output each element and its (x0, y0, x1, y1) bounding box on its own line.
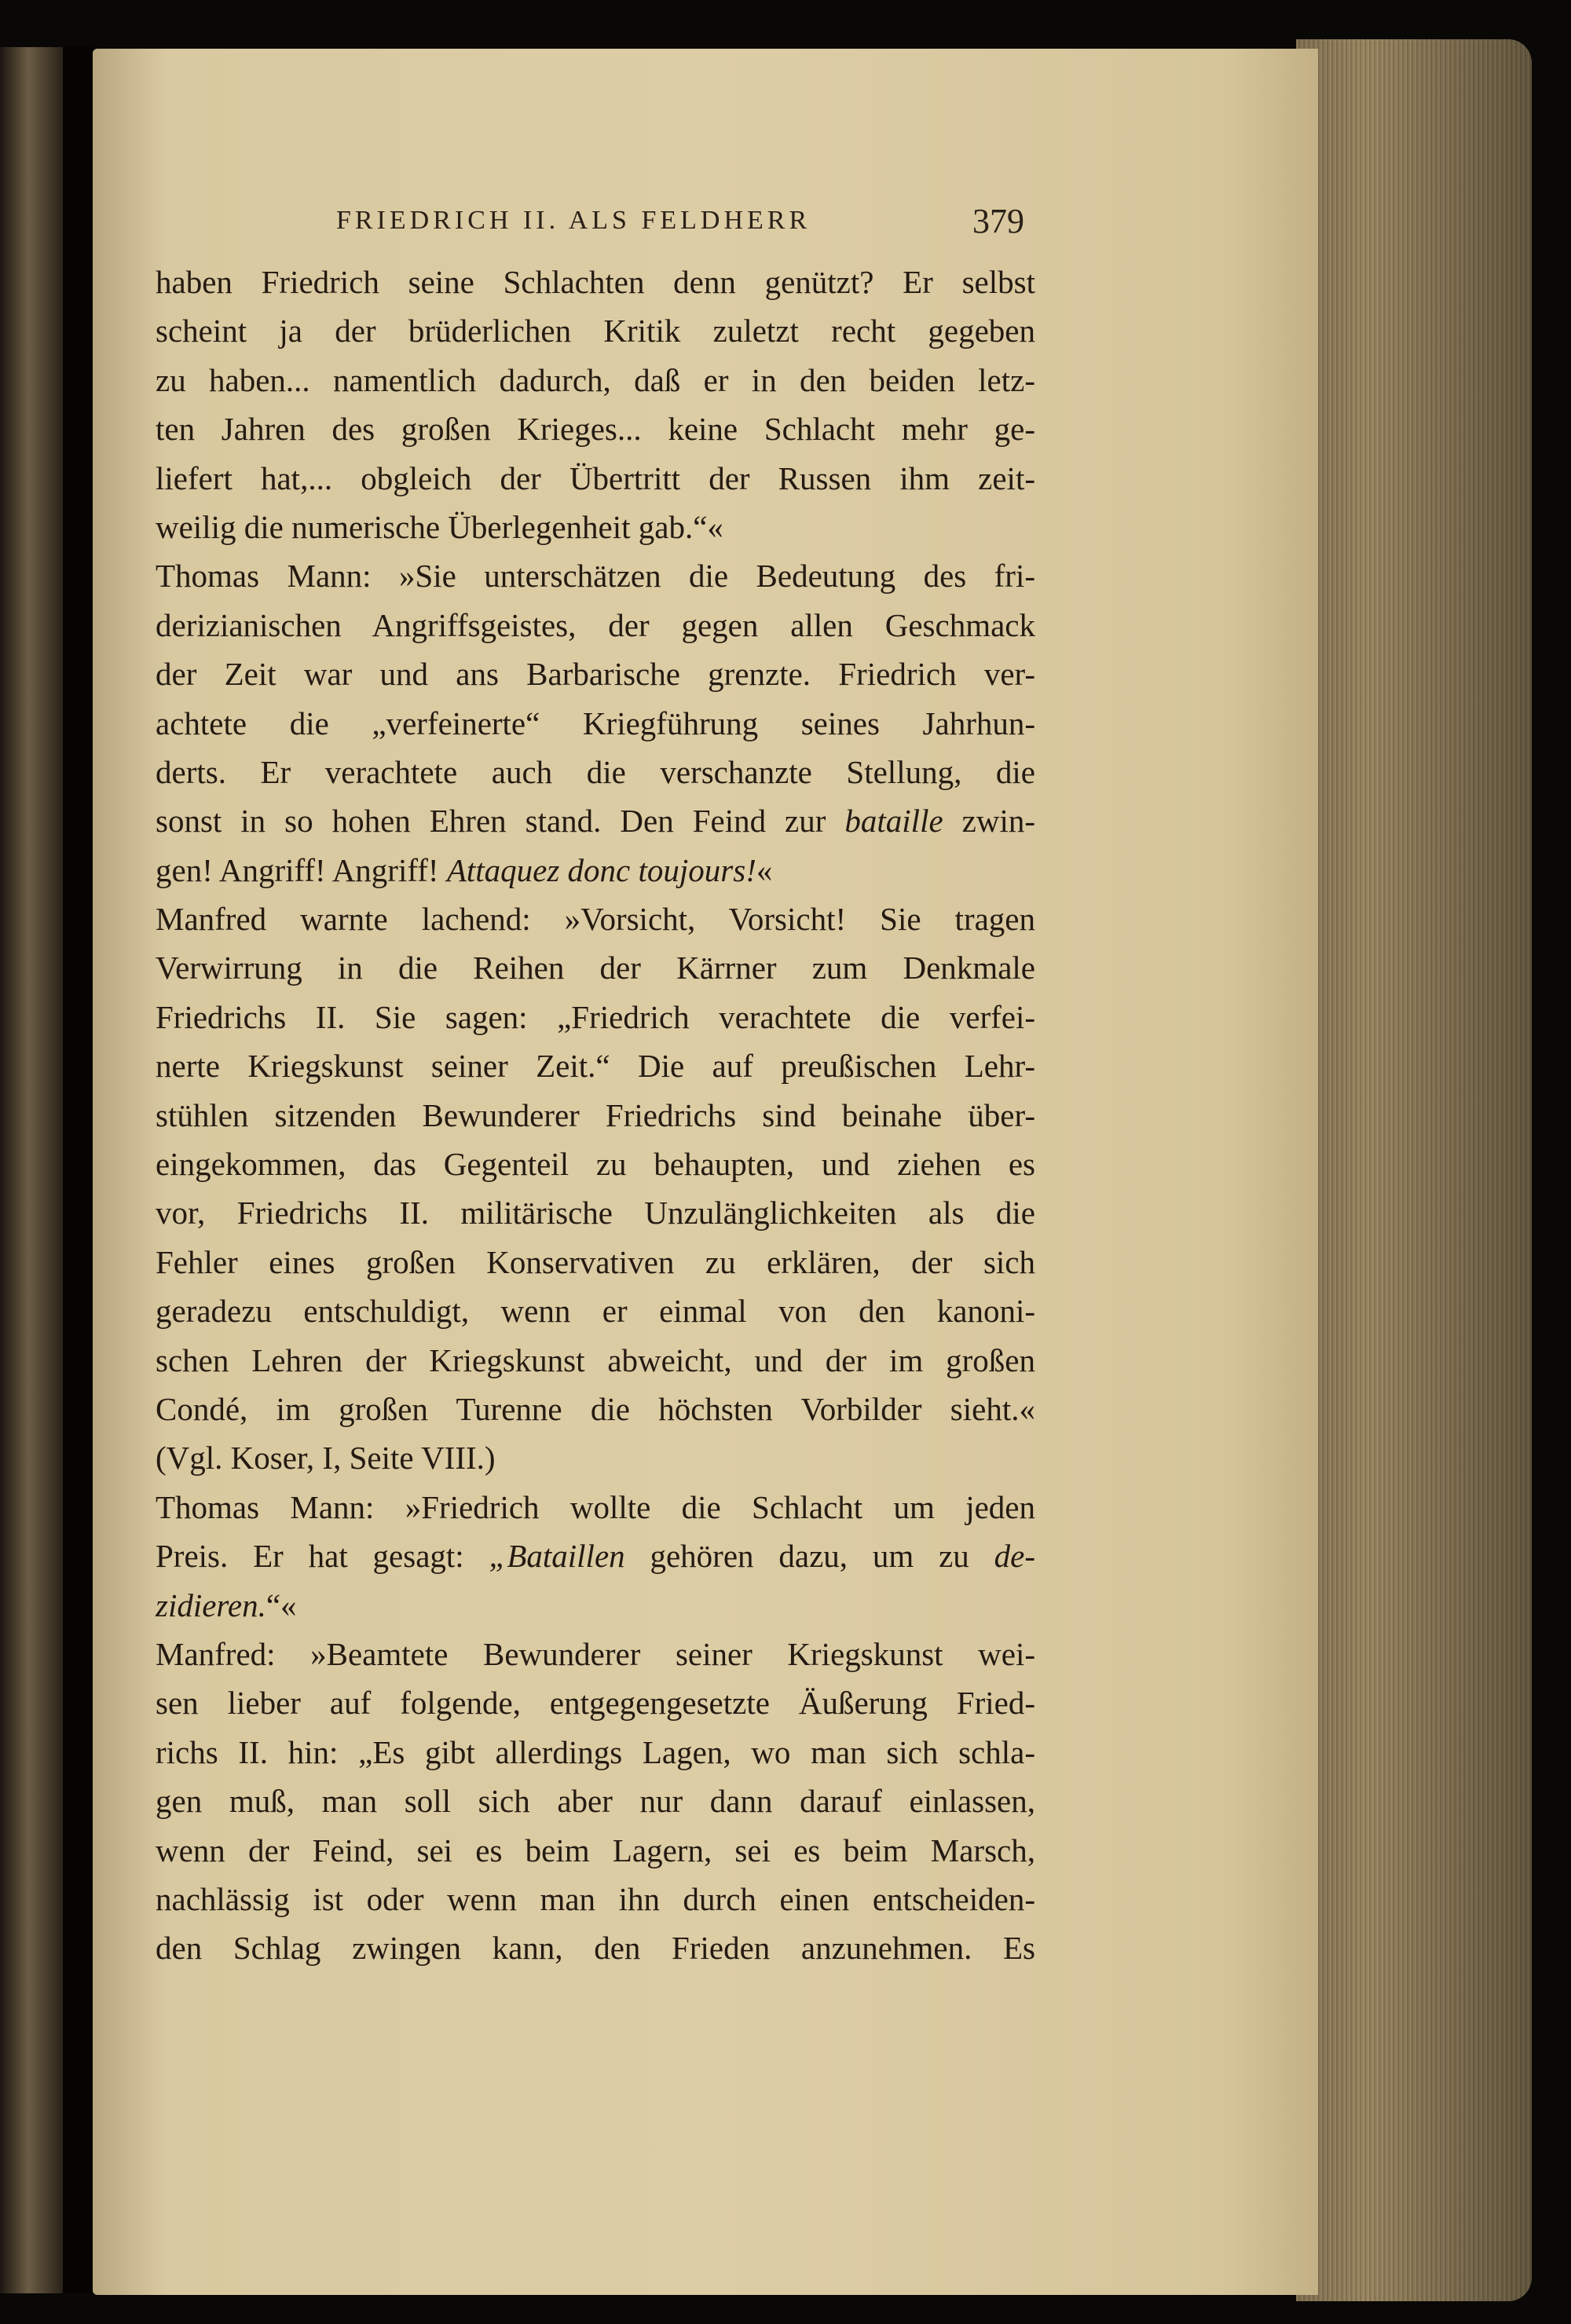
text-run: wenn der Feind, sei es beim Lagern, sei es beim Marsch, (156, 1832, 1035, 1868)
text-line (156, 1140, 1035, 1188)
text-run: derts. Er verachtete auch die verschanzte Stellung, die (156, 753, 1035, 790)
text-run: Thomas Mann: »Sie unterschätzen die Bedeutung des fri- (156, 558, 1035, 595)
text-run: (Vgl. Koser, I, Seite VIII.) (156, 1440, 496, 1477)
text-run: Condé, im großen Turenne die höchsten Vorbilder sieht.« (156, 1390, 1035, 1427)
text-line (156, 1923, 1035, 1972)
text-line (156, 356, 1035, 404)
text-line (156, 454, 1035, 503)
text-line (156, 796, 1035, 845)
text-line (156, 258, 1035, 306)
text-run: « (756, 851, 773, 888)
italic-text: bataille (844, 803, 943, 840)
text-run: liefert hat,... obgleich der Übertritt der Russen ihm zeit- (156, 459, 1035, 496)
text-line (156, 1091, 1035, 1140)
text-line (156, 503, 1035, 551)
text-run: richs II. hin: „Es gibt allerdings Lagen, wo man sich schla- (156, 1733, 1035, 1770)
text-run: Friedrichs II. Sie sagen: „Friedrich verachtete die verfei- (156, 998, 1035, 1035)
text-line (156, 551, 1035, 600)
text-line (156, 1630, 1035, 1678)
text-run: haben Friedrich seine Schlachten denn genützt? Er selbst (156, 264, 1035, 300)
page-block-shadow (1296, 39, 1532, 2301)
text-line (156, 1728, 1035, 1777)
text-run: sonst in so hohen Ehren stand. Den Feind zur (156, 803, 845, 840)
text-run: Verwirrung in die Reihen der Kärrner zum Denkmale (156, 950, 1035, 986)
text-run: zu haben... namentlich dadurch, daß er in den beiden letz- (156, 361, 1035, 398)
text-line (156, 993, 1035, 1041)
text-line (156, 1483, 1035, 1532)
text-line (156, 1777, 1035, 1825)
page-number: 379 (972, 202, 1024, 240)
text-run: schen Lehren der Kriegskunst abweicht, und der im großen (156, 1341, 1035, 1378)
text-run: stühlen sitzenden Bewunderer Friedrichs sind beinahe über- (156, 1096, 1035, 1133)
text-line (156, 650, 1035, 698)
text-line (156, 1678, 1035, 1727)
text-run: den Schlag zwingen kann, den Frieden anzunehmen. Es (156, 1930, 1035, 1967)
text-run: Manfred warnte lachend: »Vorsicht, Vorsicht! Sie tragen (156, 901, 1035, 938)
text-run: weilig die numerische Überlegenheit gab.“« (156, 508, 723, 545)
text-run: zwin- (943, 803, 1035, 840)
text-run: derizianischen Angriffsgeistes, der gegen allen Geschmack (156, 606, 1035, 643)
text-line (156, 1532, 1035, 1580)
text-run: gen! Angriff! Angriff! (156, 851, 447, 888)
text-line (156, 601, 1035, 650)
text-run: eingekommen, das Gegenteil zu behaupten, und ziehen es (156, 1146, 1035, 1183)
text-run: Manfred: »Beamtete Bewunderer seiner Kriegskunst wei- (156, 1635, 1035, 1672)
text-line (156, 1336, 1035, 1385)
text-line (156, 1385, 1035, 1433)
text-line (156, 895, 1035, 943)
text-line (156, 306, 1035, 355)
text-run: scheint ja der brüderlichen Kritik zuletzt recht gegeben (156, 313, 1035, 350)
text-line (156, 1188, 1035, 1237)
italic-text: de- (994, 1538, 1035, 1575)
text-run: Preis. Er hat gesagt: (156, 1538, 489, 1575)
text-run: geradezu entschuldigt, wenn er einmal von den kanoni- (156, 1293, 1035, 1330)
text-run: gen muß, man soll sich aber nur dann darauf einlassen, (156, 1783, 1035, 1820)
text-line (156, 846, 1035, 895)
text-line (156, 699, 1035, 748)
text-line (156, 1826, 1035, 1875)
text-run: Fehler eines großen Konservativen zu erklären, der sich (156, 1243, 1035, 1280)
body-text (156, 258, 1035, 1973)
text-line (156, 1238, 1035, 1286)
text-line (156, 1433, 1035, 1482)
text-run: Thomas Mann: »Friedrich wollte die Schlacht um jeden (156, 1488, 1035, 1525)
text-line (156, 1041, 1035, 1090)
text-line (156, 1875, 1035, 1923)
text-line (156, 1286, 1035, 1335)
book-gutter (63, 47, 94, 2293)
italic-text: Attaquez donc toujours! (446, 851, 756, 888)
text-run: vor, Friedrichs II. militärische Unzulänglichkeiten als die (156, 1195, 1035, 1232)
text-run: gehören dazu, um zu (624, 1538, 994, 1575)
text-run: nerte Kriegskunst seiner Zeit.“ Die auf preußischen Lehr- (156, 1048, 1035, 1085)
italic-text: „Bataillen (489, 1538, 625, 1575)
text-line (156, 943, 1035, 992)
left-page-edge (0, 47, 63, 2293)
text-run: der Zeit war und ans Barbarische grenzte. Friedrich ver- (156, 656, 1035, 693)
text-line (156, 404, 1035, 453)
running-head (93, 202, 1318, 253)
text-run: sen lieber auf folgende, entgegengesetzte Äußerung Fried- (156, 1685, 1035, 1722)
text-line (156, 1581, 1035, 1630)
running-title: FRIEDRICH II. ALS FELDHERR (336, 206, 811, 235)
italic-text: zidieren. (156, 1587, 266, 1623)
text-run: ten Jahren des großen Krieges... keine Schlacht mehr ge- (156, 411, 1035, 448)
text-line (156, 748, 1035, 796)
text-run: “« (265, 1587, 297, 1623)
text-run: achtete die „verfeinerte“ Kriegführung seines Jahrhun- (156, 705, 1035, 741)
text-run: nachlässig ist oder wenn man ihn durch einen entscheiden- (156, 1880, 1035, 1917)
